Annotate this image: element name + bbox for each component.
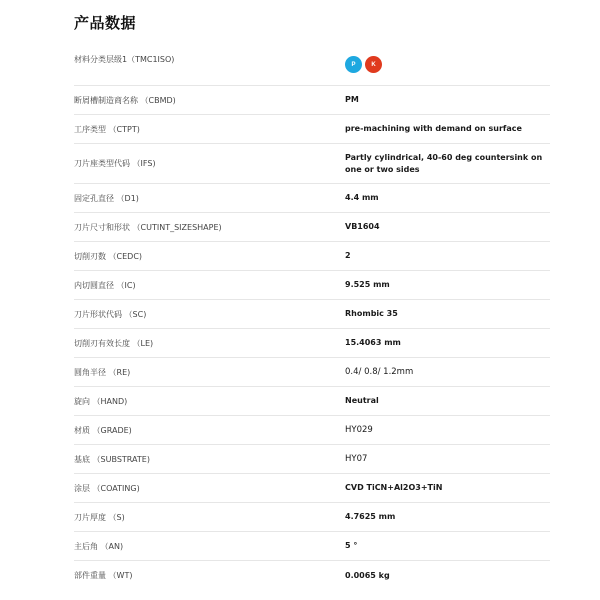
spec-value — [345, 54, 550, 73]
spec-row — [74, 532, 550, 561]
spec-row — [74, 561, 550, 590]
spec-row — [74, 213, 550, 242]
spec-row — [74, 184, 550, 213]
spec-label: 切削刃数 （CEDC) — [74, 251, 143, 261]
spec-label: 旋向 （HAND) — [74, 396, 128, 406]
spec-label: 固定孔直径 （D1) — [74, 193, 139, 203]
spec-label: 内切圆直径 （IC) — [74, 280, 136, 290]
spec-label: 主后角 （AN) — [74, 541, 124, 551]
spec-row — [74, 503, 550, 532]
material-badge-k: K — [365, 56, 382, 73]
spec-row — [74, 300, 550, 329]
spec-value: 2 — [345, 251, 351, 260]
spec-value: HY07 — [345, 454, 368, 464]
spec-row — [74, 329, 550, 358]
spec-label: 部件重量 （WT) — [74, 571, 133, 580]
spec-table — [74, 44, 550, 590]
spec-label: 刀片厚度 （S) — [74, 512, 125, 522]
spec-label: 刀片形状代码 （SC) — [74, 309, 147, 319]
spec-value: 0.4/ 0.8/ 1.2mm — [345, 367, 414, 377]
spec-row — [74, 271, 550, 300]
spec-value: Rhombic 35 — [345, 309, 398, 318]
spec-label: 刀片座类型代码 （IFS) — [74, 159, 156, 168]
spec-value: pre-machining with demand on surface — [345, 124, 522, 133]
spec-row — [74, 144, 550, 184]
spec-value: PM — [345, 95, 359, 104]
spec-row-material — [74, 44, 550, 86]
spec-row — [74, 86, 550, 115]
spec-label: 切削刃有效长度 （LE) — [74, 338, 154, 348]
spec-row — [74, 416, 550, 445]
spec-value: HY029 — [345, 425, 373, 435]
spec-label: 刀片尺寸和形状 （CUTINT_SIZESHAPE) — [74, 222, 222, 232]
spec-value: 4.4 mm — [345, 193, 379, 202]
spec-label: 圆角半径 （RE) — [74, 367, 131, 377]
spec-value: 15.4063 mm — [345, 338, 401, 347]
spec-value: Neutral — [345, 396, 379, 405]
spec-label: 断屑槽制造商名称 （CBMD) — [74, 95, 176, 105]
spec-row — [74, 242, 550, 271]
spec-value: VB1604 — [345, 222, 380, 231]
spec-label: 材质 （GRADE) — [74, 425, 132, 435]
spec-value: 9.525 mm — [345, 280, 390, 289]
material-badges — [345, 56, 550, 73]
spec-label: 基底 （SUBSTRATE) — [74, 454, 150, 464]
spec-label: 涂层 （COATING) — [74, 483, 140, 493]
spec-value: 5 ° — [345, 541, 358, 550]
spec-value: Partly cylindrical, 40-60 deg countersink on one or two sides — [345, 152, 543, 174]
spec-value: 0.0065 kg — [345, 570, 390, 580]
spec-value: CVD TiCN+Al2O3+TiN — [345, 483, 443, 492]
spec-row — [74, 474, 550, 503]
spec-label: 工序类型 （CTPT) — [74, 124, 140, 134]
spec-row — [74, 115, 550, 144]
spec-label: 材料分类层级1（TMC1ISO) — [74, 55, 175, 64]
material-badge-p: P — [345, 56, 362, 73]
spec-value: 4.7625 mm — [345, 512, 396, 521]
spec-row — [74, 445, 550, 474]
page-title: 产品数据 — [74, 14, 137, 32]
spec-row — [74, 387, 550, 416]
spec-row — [74, 358, 550, 387]
